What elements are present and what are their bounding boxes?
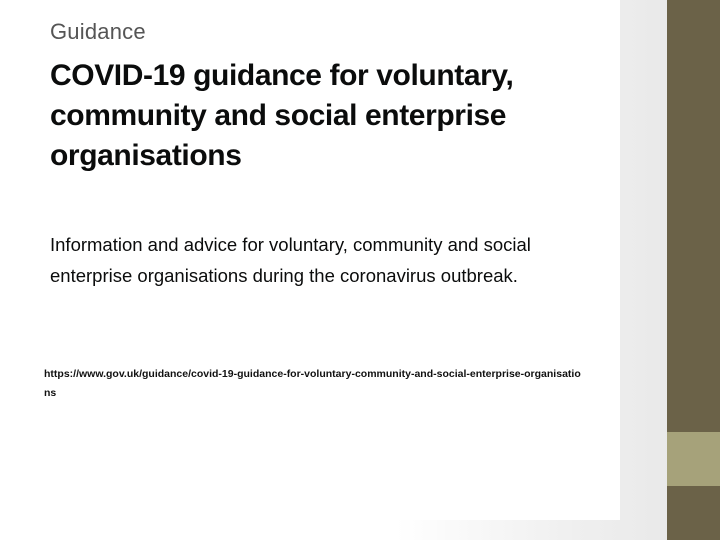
summary-text: Information and advice for voluntary, community and social enterprise organisations during the coronavirus outbreak. <box>50 234 531 286</box>
page-title: COVID-19 guidance for voluntary, community and social enterprise organisations <box>50 59 514 172</box>
source-url-text: https://www.gov.uk/guidance/covid-19-guidance-for-voluntary-community-and-social-enterprise-organisations <box>44 368 581 399</box>
content-type-label: Guidance <box>50 19 146 44</box>
decorative-side-accent <box>667 432 720 486</box>
